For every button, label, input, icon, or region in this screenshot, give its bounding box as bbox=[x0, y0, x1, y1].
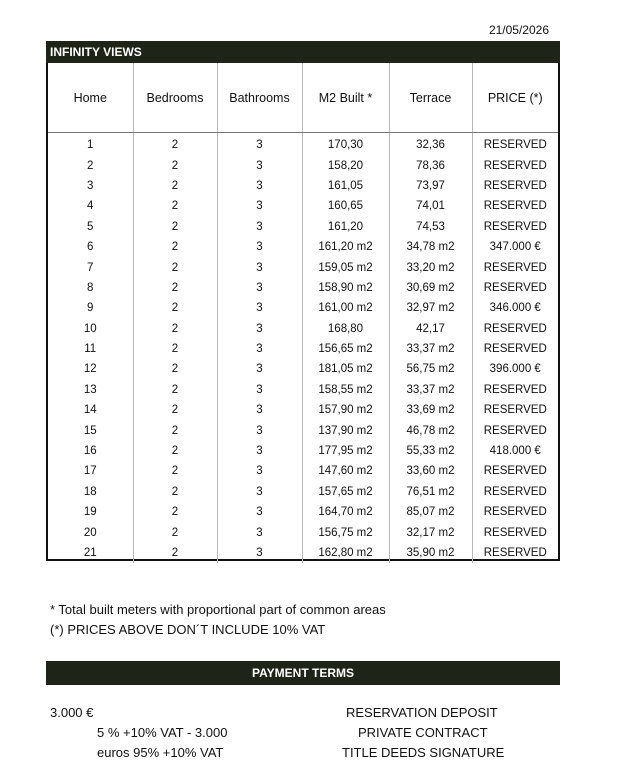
cell-home: 2 bbox=[87, 159, 94, 172]
cell-bedrooms: 2 bbox=[133, 257, 217, 277]
cell-m2-built: 168,80 bbox=[302, 319, 389, 339]
cell-home: 6 bbox=[87, 241, 94, 254]
cell-home: 20 bbox=[83, 526, 97, 539]
table-row bbox=[48, 176, 558, 196]
cell-m2-built: 159,05 m2 bbox=[302, 257, 389, 277]
cell-bathrooms: 3 bbox=[217, 420, 302, 440]
cell-bathrooms: 3 bbox=[217, 441, 302, 461]
notes bbox=[50, 600, 386, 640]
table-row bbox=[48, 359, 558, 379]
table-row bbox=[48, 196, 558, 216]
cell-bathrooms: 3 bbox=[217, 339, 302, 359]
cell-terrace: 74,01 bbox=[389, 196, 472, 216]
cell-terrace: 73,97 bbox=[389, 176, 472, 196]
cell-home: 11 bbox=[84, 343, 97, 356]
cell-price: RESERVED bbox=[472, 543, 558, 563]
header-bedrooms: Bedrooms bbox=[133, 63, 217, 133]
cell-price: RESERVED bbox=[472, 420, 558, 440]
cell-terrace: 55,33 m2 bbox=[389, 441, 472, 461]
cell-m2-built: 158,90 m2 bbox=[302, 278, 389, 298]
price-list-table-container bbox=[46, 63, 560, 561]
cell-terrace: 34,78 m2 bbox=[389, 237, 472, 257]
cell-terrace: 76,51 m2 bbox=[389, 482, 472, 502]
cell-terrace: 32,36 bbox=[389, 133, 472, 156]
cell-bathrooms: 3 bbox=[217, 217, 302, 237]
cell-bedrooms: 2 bbox=[133, 196, 217, 216]
deposit-label: RESERVATION DEPOSIT bbox=[346, 705, 498, 720]
cell-bedrooms: 2 bbox=[133, 155, 217, 175]
table-row bbox=[48, 217, 558, 237]
cell-home: 17 bbox=[83, 465, 97, 478]
cell-bathrooms: 3 bbox=[217, 257, 302, 277]
cell-bedrooms: 2 bbox=[133, 441, 217, 461]
table-row bbox=[48, 339, 558, 359]
cell-bathrooms: 3 bbox=[217, 196, 302, 216]
cell-home: 5 bbox=[87, 220, 94, 233]
cell-m2-built: 170,30 bbox=[302, 133, 389, 156]
cell-m2-built: 158,55 m2 bbox=[302, 380, 389, 400]
deeds-label: TITLE DEEDS SIGNATURE bbox=[342, 745, 505, 760]
cell-home: 10 bbox=[83, 322, 97, 335]
cell-terrace: 32,97 m2 bbox=[389, 298, 472, 318]
cell-price: RESERVED bbox=[472, 176, 558, 196]
cell-terrace: 33,20 m2 bbox=[389, 257, 472, 277]
cell-price: RESERVED bbox=[472, 257, 558, 277]
built-meters-note: * Total built meters with proportional part of common areas bbox=[50, 602, 386, 617]
cell-bedrooms: 2 bbox=[133, 380, 217, 400]
cell-price: RESERVED bbox=[472, 400, 558, 420]
header-home: Home bbox=[48, 63, 133, 133]
cell-price: 396.000 € bbox=[472, 359, 558, 379]
cell-terrace: 32,17 m2 bbox=[389, 522, 472, 542]
cell-m2-built: 156,75 m2 bbox=[302, 522, 389, 542]
cell-home: 7 bbox=[87, 261, 94, 274]
cell-home: 16 bbox=[83, 445, 97, 458]
cell-bedrooms: 2 bbox=[133, 400, 217, 420]
header-bathrooms: Bathrooms bbox=[217, 63, 302, 133]
cell-price: RESERVED bbox=[472, 319, 558, 339]
cell-m2-built: 160,65 bbox=[302, 196, 389, 216]
table-row bbox=[48, 420, 558, 440]
cell-bathrooms: 3 bbox=[217, 482, 302, 502]
cell-terrace: 35,90 m2 bbox=[389, 543, 472, 563]
table-row bbox=[48, 237, 558, 257]
table-body bbox=[48, 133, 558, 564]
cell-m2-built: 158,20 bbox=[302, 155, 389, 175]
project-title: INFINITY VIEWS bbox=[50, 45, 142, 59]
contract-label: PRIVATE CONTRACT bbox=[358, 725, 488, 740]
cell-price: RESERVED bbox=[472, 278, 558, 298]
cell-bedrooms: 2 bbox=[133, 502, 217, 522]
cell-terrace: 85,07 m2 bbox=[389, 502, 472, 522]
cell-terrace: 33,37 m2 bbox=[389, 380, 472, 400]
table-row bbox=[48, 522, 558, 542]
header-price: PRICE (*) bbox=[472, 63, 558, 133]
payment-terms-bar bbox=[46, 661, 560, 685]
cell-bedrooms: 2 bbox=[133, 176, 217, 196]
cell-terrace: 33,37 m2 bbox=[389, 339, 472, 359]
cell-m2-built: 162,80 m2 bbox=[302, 543, 389, 563]
table-row bbox=[48, 441, 558, 461]
cell-terrace: 56,75 m2 bbox=[389, 359, 472, 379]
cell-bathrooms: 3 bbox=[217, 133, 302, 156]
cell-bathrooms: 3 bbox=[217, 380, 302, 400]
cell-m2-built: 137,90 m2 bbox=[302, 420, 389, 440]
cell-bathrooms: 3 bbox=[217, 298, 302, 318]
cell-price: RESERVED bbox=[472, 339, 558, 359]
cell-m2-built: 157,65 m2 bbox=[302, 482, 389, 502]
cell-terrace: 46,78 m2 bbox=[389, 420, 472, 440]
table-row bbox=[48, 400, 558, 420]
cell-home: 15 bbox=[83, 424, 97, 437]
cell-price: RESERVED bbox=[472, 522, 558, 542]
price-list-table bbox=[48, 63, 558, 563]
cell-home: 12 bbox=[83, 363, 97, 376]
cell-home: 8 bbox=[87, 281, 94, 294]
table-row bbox=[48, 278, 558, 298]
cell-bathrooms: 3 bbox=[217, 400, 302, 420]
cell-home: 3 bbox=[87, 179, 94, 192]
cell-bedrooms: 2 bbox=[133, 522, 217, 542]
payment-terms-title: PAYMENT TERMS bbox=[251, 666, 354, 680]
cell-price: 347.000 € bbox=[472, 237, 558, 257]
project-title-bar bbox=[46, 41, 560, 63]
cell-bedrooms: 2 bbox=[133, 420, 217, 440]
cell-price: RESERVED bbox=[472, 482, 558, 502]
cell-home: 4 bbox=[87, 200, 94, 213]
vat-note: (*) PRICES ABOVE DON´T INCLUDE 10% VAT bbox=[50, 622, 326, 637]
table-row bbox=[48, 461, 558, 481]
table-row bbox=[48, 155, 558, 175]
header-terrace: Terrace bbox=[389, 63, 472, 133]
cell-bathrooms: 3 bbox=[217, 522, 302, 542]
table-row bbox=[48, 482, 558, 502]
cell-price: RESERVED bbox=[472, 461, 558, 481]
cell-home: 14 bbox=[83, 404, 97, 417]
cell-m2-built: 161,20 bbox=[302, 217, 389, 237]
cell-home: 19 bbox=[83, 506, 97, 519]
cell-m2-built: 177,95 m2 bbox=[302, 441, 389, 461]
cell-bathrooms: 3 bbox=[217, 359, 302, 379]
deeds-amount: euros 95% +10% VAT bbox=[97, 745, 224, 760]
cell-home: 1 bbox=[87, 139, 94, 152]
table-row bbox=[48, 298, 558, 318]
cell-bedrooms: 2 bbox=[133, 237, 217, 257]
cell-home: 13 bbox=[83, 383, 97, 396]
cell-bathrooms: 3 bbox=[217, 543, 302, 563]
cell-price: RESERVED bbox=[472, 133, 558, 156]
cell-m2-built: 164,70 m2 bbox=[302, 502, 389, 522]
table-row bbox=[48, 380, 558, 400]
cell-price: RESERVED bbox=[472, 502, 558, 522]
cell-bathrooms: 3 bbox=[217, 278, 302, 298]
cell-home: 18 bbox=[83, 485, 97, 498]
table-row bbox=[48, 133, 558, 156]
cell-terrace: 30,69 m2 bbox=[389, 278, 472, 298]
cell-price: RESERVED bbox=[472, 196, 558, 216]
cell-bathrooms: 3 bbox=[217, 176, 302, 196]
cell-m2-built: 157,90 m2 bbox=[302, 400, 389, 420]
cell-price: 418.000 € bbox=[472, 441, 558, 461]
cell-price: RESERVED bbox=[472, 155, 558, 175]
cell-bedrooms: 2 bbox=[133, 339, 217, 359]
cell-m2-built: 161,05 bbox=[302, 176, 389, 196]
cell-bedrooms: 2 bbox=[133, 482, 217, 502]
cell-m2-built: 161,20 m2 bbox=[302, 237, 389, 257]
cell-m2-built: 181,05 m2 bbox=[302, 359, 389, 379]
cell-bathrooms: 3 bbox=[217, 319, 302, 339]
cell-price: 346.000 € bbox=[472, 298, 558, 318]
contract-amount: 5 % +10% VAT - 3.000 bbox=[97, 725, 228, 740]
cell-bedrooms: 2 bbox=[133, 278, 217, 298]
cell-home: 9 bbox=[87, 302, 94, 315]
table-row bbox=[48, 543, 558, 563]
cell-terrace: 42,17 bbox=[389, 319, 472, 339]
cell-bedrooms: 2 bbox=[133, 133, 217, 156]
table-row bbox=[48, 319, 558, 339]
table-header-row bbox=[48, 63, 558, 133]
cell-m2-built: 161,00 m2 bbox=[302, 298, 389, 318]
cell-bedrooms: 2 bbox=[133, 298, 217, 318]
table-row bbox=[48, 502, 558, 522]
cell-terrace: 74,53 bbox=[389, 217, 472, 237]
cell-bedrooms: 2 bbox=[133, 543, 217, 563]
cell-bathrooms: 3 bbox=[217, 237, 302, 257]
cell-bathrooms: 3 bbox=[217, 461, 302, 481]
cell-bedrooms: 2 bbox=[133, 319, 217, 339]
cell-bedrooms: 2 bbox=[133, 461, 217, 481]
header-m2-built: M2 Built * bbox=[302, 63, 389, 133]
cell-bedrooms: 2 bbox=[133, 217, 217, 237]
document-date: 21/05/2026 bbox=[488, 23, 549, 37]
cell-bathrooms: 3 bbox=[217, 155, 302, 175]
cell-price: RESERVED bbox=[472, 380, 558, 400]
cell-price: RESERVED bbox=[472, 217, 558, 237]
cell-m2-built: 156,65 m2 bbox=[302, 339, 389, 359]
deposit-amount: 3.000 € bbox=[50, 705, 94, 720]
cell-terrace: 78,36 bbox=[389, 155, 472, 175]
cell-home: 21 bbox=[83, 547, 97, 559]
cell-terrace: 33,60 m2 bbox=[389, 461, 472, 481]
cell-bathrooms: 3 bbox=[217, 502, 302, 522]
cell-terrace: 33,69 m2 bbox=[389, 400, 472, 420]
table-row bbox=[48, 257, 558, 277]
cell-m2-built: 147,60 m2 bbox=[302, 461, 389, 481]
cell-bedrooms: 2 bbox=[133, 359, 217, 379]
